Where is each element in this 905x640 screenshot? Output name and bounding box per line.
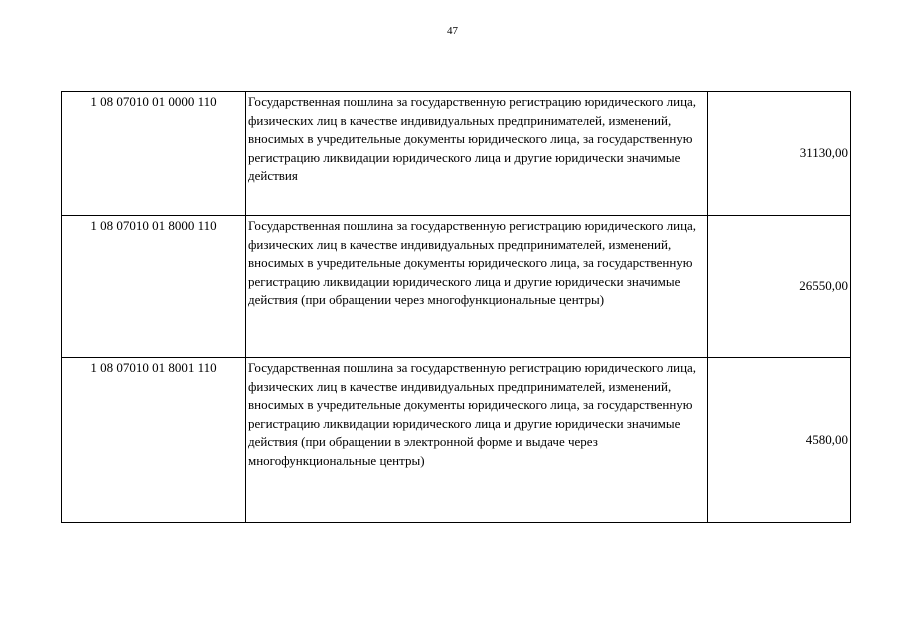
table-row	[62, 92, 851, 216]
description-cell: Государственная пошлина за государственную регистрацию юридического лица, физических лиц в качестве индивидуальных предпринимателей, изменений, вносимых в учредительные документы юридического лица, за государственную регистрацию ликвидации юридического лица и другие юридически значимые действия	[246, 92, 708, 216]
amount-cell: 26550,00	[708, 216, 851, 358]
table-row	[62, 358, 851, 523]
description-cell: Государственная пошлина за государственную регистрацию юридического лица, физических лиц в качестве индивидуальных предпринимателей, изменений, вносимых в учредительные документы юридического лица, за государственную регистрацию ликвидации юридического лица и другие юридически значимые действия (при обращении в электронной форме и выдаче через многофункциональные центры)	[246, 358, 708, 523]
page-number: 47	[447, 25, 458, 37]
amount-cell: 4580,00	[708, 358, 851, 523]
description-cell: Государственная пошлина за государственную регистрацию юридического лица, физических лиц в качестве индивидуальных предпринимателей, изменений, вносимых в учредительные документы юридического лица, за государственную регистрацию ликвидации юридического лица и другие юридически значимые действия (при обращении через многофункциональные центры)	[246, 216, 708, 358]
budget-code-cell: 1 08 07010 01 8001 110	[62, 358, 246, 523]
budget-code-cell: 1 08 07010 01 0000 110	[62, 92, 246, 216]
budget-revenue-table	[61, 91, 851, 523]
budget-code-cell: 1 08 07010 01 8000 110	[62, 216, 246, 358]
amount-cell: 31130,00	[708, 92, 851, 216]
table-row	[62, 216, 851, 358]
